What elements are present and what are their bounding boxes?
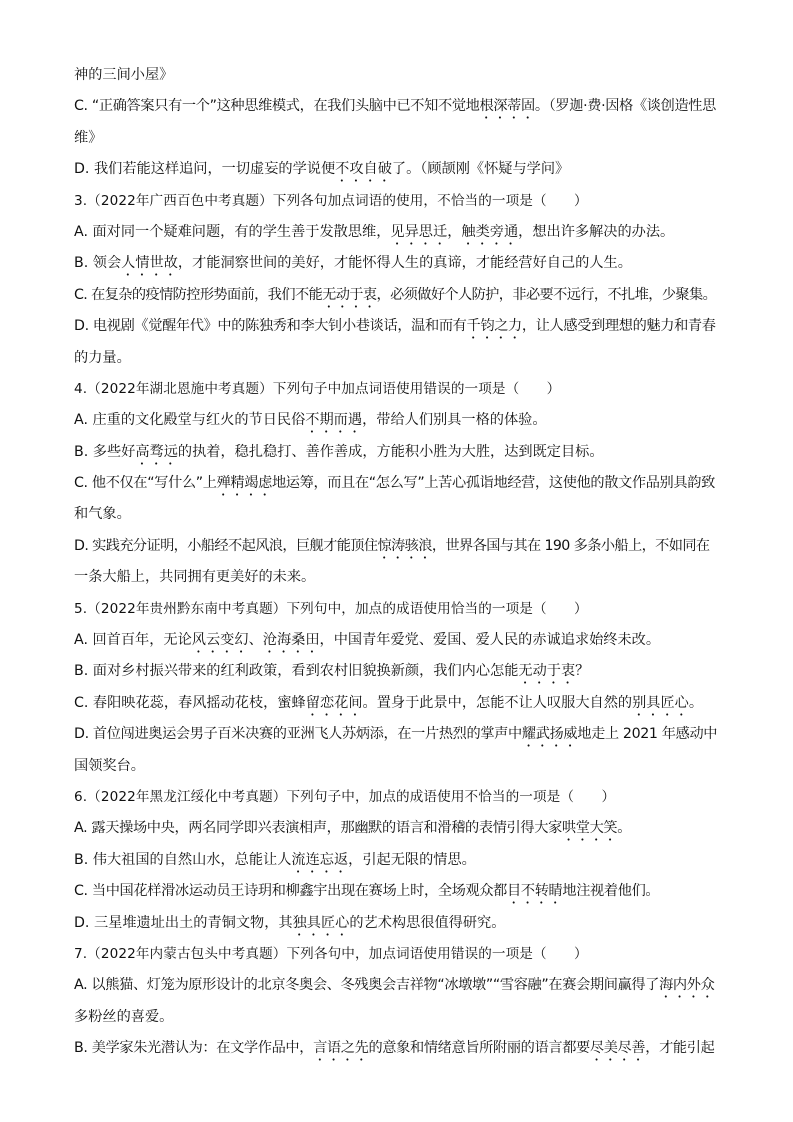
text-line bbox=[74, 688, 721, 719]
text-segment: 。置身于此景中，怎能不让人叹服大自然的 bbox=[362, 694, 633, 711]
text-segment: 神的三间小屋》 bbox=[74, 67, 174, 83]
text-line bbox=[74, 562, 721, 593]
text-segment: D. 实践充分证明，小船经不起风浪，巨舰才能顶住 bbox=[74, 537, 378, 554]
text-segment: A. 庄重的文化殿堂与红火的节日民俗 bbox=[74, 412, 306, 429]
question-heading bbox=[74, 186, 721, 217]
text-line bbox=[74, 845, 721, 876]
text-line bbox=[74, 405, 721, 436]
text-segment: 的执着，稳扎稳打、善作善成，方能积小胜为大胜，达到既定目标。 bbox=[177, 443, 604, 460]
text-line bbox=[74, 468, 721, 499]
text-segment: 3.（2022年广西百色中考真题）下列各句加点词语的使用，不恰当的一项是（ ） bbox=[74, 192, 588, 209]
text-segment: 地注视着他们。 bbox=[562, 883, 660, 900]
emphasized-phrase: 海内外众 bbox=[659, 977, 715, 994]
text-line bbox=[74, 123, 721, 154]
text-segment: ，让人感受到理想的魅力和青春 bbox=[521, 318, 716, 335]
text-segment: 维》 bbox=[74, 129, 103, 146]
text-line bbox=[74, 437, 721, 468]
emphasized-phrase: 人情世故 bbox=[121, 255, 178, 272]
text-line bbox=[74, 248, 721, 279]
text-segment: 。（罗迦·费·因格《谈创造性思 bbox=[534, 98, 716, 115]
text-segment: 。 bbox=[617, 820, 632, 837]
emphasized-phrase: 留恋花间 bbox=[305, 694, 363, 711]
text-segment: B. 伟大祖国的自然山水，总能让人 bbox=[74, 851, 292, 868]
text-line bbox=[74, 343, 721, 374]
text-segment: A. 露天操场中央，两名同学即兴表演相声，那幽默的语言和滑稽的表情引得大家 bbox=[74, 820, 562, 837]
text-line bbox=[74, 719, 721, 750]
text-line bbox=[74, 1033, 721, 1064]
text-segment: B. 面对乡村振兴带来的红利政策，看到农村旧貌换新颜，我们内心怎能 bbox=[74, 663, 519, 680]
emphasized-phrase: 哄堂大笑 bbox=[561, 820, 618, 837]
emphasized-phrase: 不期而遇 bbox=[305, 412, 363, 429]
text-segment: ， bbox=[447, 223, 462, 240]
text-segment: 。 bbox=[688, 694, 704, 711]
text-segment: D. 首位闯进奥运会男子百米决赛的亚洲飞人苏炳添，在一片热烈的掌声中 bbox=[74, 726, 522, 743]
text-segment: ，引起无限的情思。 bbox=[348, 851, 476, 868]
text-segment: 的意象和情绪意旨所附丽的语言都要 bbox=[368, 1040, 590, 1057]
text-segment: ，想出许多解决的办法。 bbox=[518, 223, 675, 240]
text-segment: 5.（2022年贵州黔东南中考真题）下列句中，加点的成语使用恰当的一项是（ ） bbox=[74, 600, 588, 617]
emphasized-phrase: 千钧之力 bbox=[466, 318, 522, 335]
emphasized-phrase: 尽美尽善 bbox=[589, 1040, 646, 1057]
text-segment: A. 回首百年，无论 bbox=[74, 632, 192, 649]
emphasized-phrase: 无动于衷 bbox=[518, 663, 576, 680]
emphasized-phrase: 耀武扬威 bbox=[521, 726, 578, 743]
text-segment: 和气象。 bbox=[74, 506, 131, 523]
text-segment: ，才能洞察世间的美好，才能怀得人生的真谛，才能经营好自己的人生。 bbox=[177, 255, 632, 272]
text-line bbox=[74, 217, 721, 248]
text-line bbox=[74, 60, 721, 91]
emphasized-phrase: 无动于衷 bbox=[322, 286, 377, 303]
emphasized-phrase: 独具匠心 bbox=[292, 914, 350, 931]
text-segment: B. 美学家朱光潜认为：在文学作品中， bbox=[74, 1040, 314, 1057]
text-segment: 多粉丝的喜爱。 bbox=[74, 1008, 174, 1025]
question-heading bbox=[74, 374, 721, 405]
text-segment: B. 多些好 bbox=[74, 443, 136, 460]
text-segment: 6.（2022年黑龙江绥化中考真题）下列句子中，加点的成语使用不恰当的一项是（ ） bbox=[74, 788, 616, 805]
text-line bbox=[74, 625, 721, 656]
text-segment: D. 我们若能这样追问，一切虚妄的学说便 bbox=[74, 161, 336, 178]
emphasized-phrase: 不攻自破 bbox=[335, 161, 392, 178]
emphasized-phrase: 言语之先 bbox=[313, 1040, 369, 1057]
text-line bbox=[74, 970, 721, 1001]
emphasized-phrase: 流连忘返 bbox=[291, 851, 349, 868]
emphasized-phrase: 触类旁通 bbox=[461, 223, 519, 240]
text-line bbox=[74, 280, 721, 311]
text-segment: ？ bbox=[575, 663, 590, 680]
text-segment: ，才能引起 bbox=[645, 1040, 715, 1057]
text-line bbox=[74, 908, 721, 939]
emphasized-phrase: 风云变幻 bbox=[191, 632, 249, 649]
text-segment: D. 三星堆遗址出土的青铜文物，其 bbox=[74, 914, 293, 931]
emphasized-phrase: 别具匠心 bbox=[632, 694, 689, 711]
text-segment: 国领奖台。 bbox=[74, 757, 145, 774]
emphasized-phrase: 见异思迁 bbox=[390, 223, 448, 240]
text-segment: C. 春阳映花蕊，春风摇动花枝，蜜蜂 bbox=[74, 694, 306, 711]
text-segment: 7.（2022年内蒙古包头中考真题）下列各句中，加点词语使用错误的一项是（ ） bbox=[74, 945, 588, 962]
text-segment: C. 在复杂的疫情防控形势面前，我们不能 bbox=[74, 286, 323, 303]
text-segment: ，中国青年爱党、爱国、爱人民的赤诚追求始终未改。 bbox=[319, 632, 661, 649]
text-segment: A. 以熊猫、灯笼为原形设计的北京冬奥会、冬残奥会吉祥物“冰墩墩”“雪容融”在赛会期间赢得了 bbox=[74, 977, 660, 994]
text-line bbox=[74, 154, 721, 185]
text-line bbox=[74, 751, 721, 782]
question-heading bbox=[74, 594, 721, 625]
text-line bbox=[74, 311, 721, 342]
text-segment: ，带给人们别具一格的体验。 bbox=[362, 412, 547, 429]
text-segment: 了。（顾颉刚《怀疑与学问》 bbox=[391, 161, 570, 178]
emphasized-phrase: 沧海桑田 bbox=[262, 632, 320, 649]
text-segment: D. 电视剧《觉醒年代》中的陈独秀和李大钊小巷谈话，温和而有 bbox=[74, 318, 467, 335]
text-line bbox=[74, 1002, 721, 1033]
text-line bbox=[74, 656, 721, 687]
text-line bbox=[74, 531, 721, 562]
text-line bbox=[74, 91, 721, 122]
text-segment: C. 当中国花样滑冰运动员王诗玥和柳鑫宇出现在赛场上时，全场观众都 bbox=[74, 883, 508, 900]
text-segment: 4.（2022年湖北恩施中考真题）下列句子中加点词语使用错误的一项是（ ） bbox=[74, 380, 561, 397]
emphasized-phrase: 根深蒂固 bbox=[479, 98, 535, 115]
emphasized-phrase: 惊涛骇浪 bbox=[377, 537, 432, 554]
text-segment: 的力量。 bbox=[74, 349, 131, 366]
emphasized-phrase: 殚精竭虑 bbox=[216, 475, 272, 492]
text-segment: 地走上 2021 年感动中 bbox=[577, 726, 718, 743]
emphasized-phrase: 高骛远 bbox=[135, 443, 178, 460]
text-line bbox=[74, 876, 721, 907]
text-segment: ，世界各国与其在 190 多条小船上，不如同在 bbox=[431, 537, 710, 554]
text-segment: 、 bbox=[248, 632, 263, 649]
text-segment: C. 他不仅在“写什么”上 bbox=[74, 475, 217, 492]
question-heading bbox=[74, 939, 721, 970]
text-line bbox=[74, 813, 721, 844]
text-segment: A. 面对同一个疑难问题，有的学生善于发散思维， bbox=[74, 223, 391, 240]
emphasized-phrase: 目不转睛 bbox=[507, 883, 563, 900]
text-segment: ，必须做好个人防护，非必要不远行，不扎堆，少聚集。 bbox=[376, 286, 717, 303]
text-segment: 一条大船上，共同拥有更美好的未来。 bbox=[74, 569, 316, 586]
text-line bbox=[74, 499, 721, 530]
question-heading bbox=[74, 782, 721, 813]
text-segment: 地运筹，而且在“怎么写”上苦心孤诣地经营，这使他的散文作品别具韵致 bbox=[271, 475, 715, 492]
text-segment: B. 领会 bbox=[74, 255, 122, 272]
text-segment: C. “正确答案只有一个”这种思维模式，在我们头脑中已不知不觉地 bbox=[74, 98, 480, 115]
text-segment: 的艺术构思很值得研究。 bbox=[349, 914, 506, 931]
